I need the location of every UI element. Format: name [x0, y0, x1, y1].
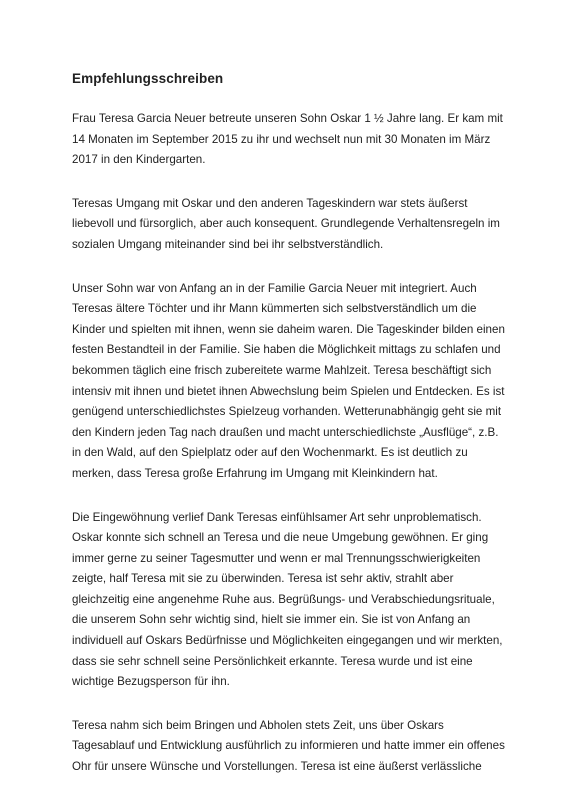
- text-line: Teresas Umgang mit Oskar und den anderen Tageskindern war stets äußerst: [72, 196, 468, 210]
- text-line: zeigte, half Teresa mit sie zu überwinden. Teresa ist sehr aktiv, strahlt aber: [72, 572, 454, 586]
- text-line: Tagesablauf und Entwicklung ausführlich zu informieren und hatte immer ein offenes: [72, 739, 505, 753]
- letter-body: [72, 69, 532, 801]
- text-line: intensiv mit ihnen und bietet ihnen Abwechslung beim Spielen und Entdecken. Es ist: [72, 384, 505, 398]
- text-line: Ohr für unsere Wünsche und Vorstellungen. Teresa ist eine äußerst verlässliche: [72, 760, 482, 774]
- text-line: wichtige Bezugsperson für ihn.: [72, 675, 230, 689]
- text-line: dass sie sehr schnell seine Persönlichkeit erkannte. Teresa wurde und ist eine: [72, 654, 473, 668]
- text-line: individuell auf Oskars Bedürfnisse und Möglichkeiten eingegangen und wir merkten,: [72, 634, 503, 648]
- text-line: liebevoll und fürsorglich, aber auch konsequent. Grundlegende Verhaltensregeln im: [72, 217, 500, 231]
- document-title: Empfehlungsschreiben: [72, 71, 224, 86]
- text-line: gleichzeitig eine angenehme Ruhe aus. Begrüßungs- und Verabschiedungsrituale,: [72, 592, 495, 606]
- text-line: bekommen täglich eine frisch zubereitete warme Mahlzeit. Teresa beschäftigt sich: [72, 363, 492, 377]
- text-line: den Kindern jeden Tag nach draußen und macht unterschiedlichste „Ausflüge“, z.B.: [72, 425, 499, 439]
- text-line: in den Wald, auf den Spielplatz oder auf den Wochenmarkt. Es ist deutlich zu: [72, 446, 468, 460]
- text-line: Teresas ältere Töchter und ihr Mann kümmerten sich selbstverständlich um die: [72, 302, 477, 316]
- text-line: die unserem Sohn sehr wichtig sind, hielt sie immer ein. Sie ist von Anfang an: [72, 613, 471, 627]
- text-line: Die Eingewöhnung verlief Dank Teresas einfühlsamer Art sehr unproblematisch.: [72, 510, 482, 524]
- text-line: 14 Monaten im September 2015 zu ihr und wechselt nun mit 30 Monaten im März: [72, 132, 491, 146]
- text-line: Teresa nahm sich beim Bringen und Abholen stets Zeit, uns über Oskars: [72, 718, 444, 732]
- text-line: Oskar konnte sich schnell an Teresa und die neue Umgebung gewöhnen. Er ging: [72, 531, 489, 545]
- paragraph: [72, 194, 532, 256]
- text-line: immer gerne zu seiner Tagesmutter und wenn er mal Trennungsschwierigkeiten: [72, 551, 481, 565]
- paragraph: [72, 109, 532, 171]
- text-line: sozialen Umgang miteinander sind bei ihr selbstverständlich.: [72, 237, 384, 251]
- text-line: Kinder und spielten mit ihnen, wenn sie daheim waren. Die Tageskinder bilden einen: [72, 322, 505, 336]
- paragraph: [72, 279, 532, 485]
- text-line: genügend unterschiedlichstes Spielzeug vorhanden. Wetterunabhängig geht sie mit: [72, 405, 502, 419]
- text-line: festen Bestandteil in der Familie. Sie haben die Möglichkeit mittags zu schlafen und: [72, 343, 501, 357]
- paragraph: [72, 716, 532, 778]
- text-line: Frau Teresa Garcia Neuer betreute unseren Sohn Oskar 1 ½ Jahre lang. Er kam mit: [72, 112, 503, 125]
- paragraph: [72, 508, 532, 693]
- text-line: merken, dass Teresa große Erfahrung im Umgang mit Kleinkindern hat.: [72, 466, 438, 480]
- text-line: Unser Sohn war von Anfang an in der Familie Garcia Neuer mit integriert. Auch: [72, 281, 477, 295]
- paragraph-list: [72, 109, 532, 778]
- text-line: 2017 in den Kindergarten.: [72, 153, 206, 167]
